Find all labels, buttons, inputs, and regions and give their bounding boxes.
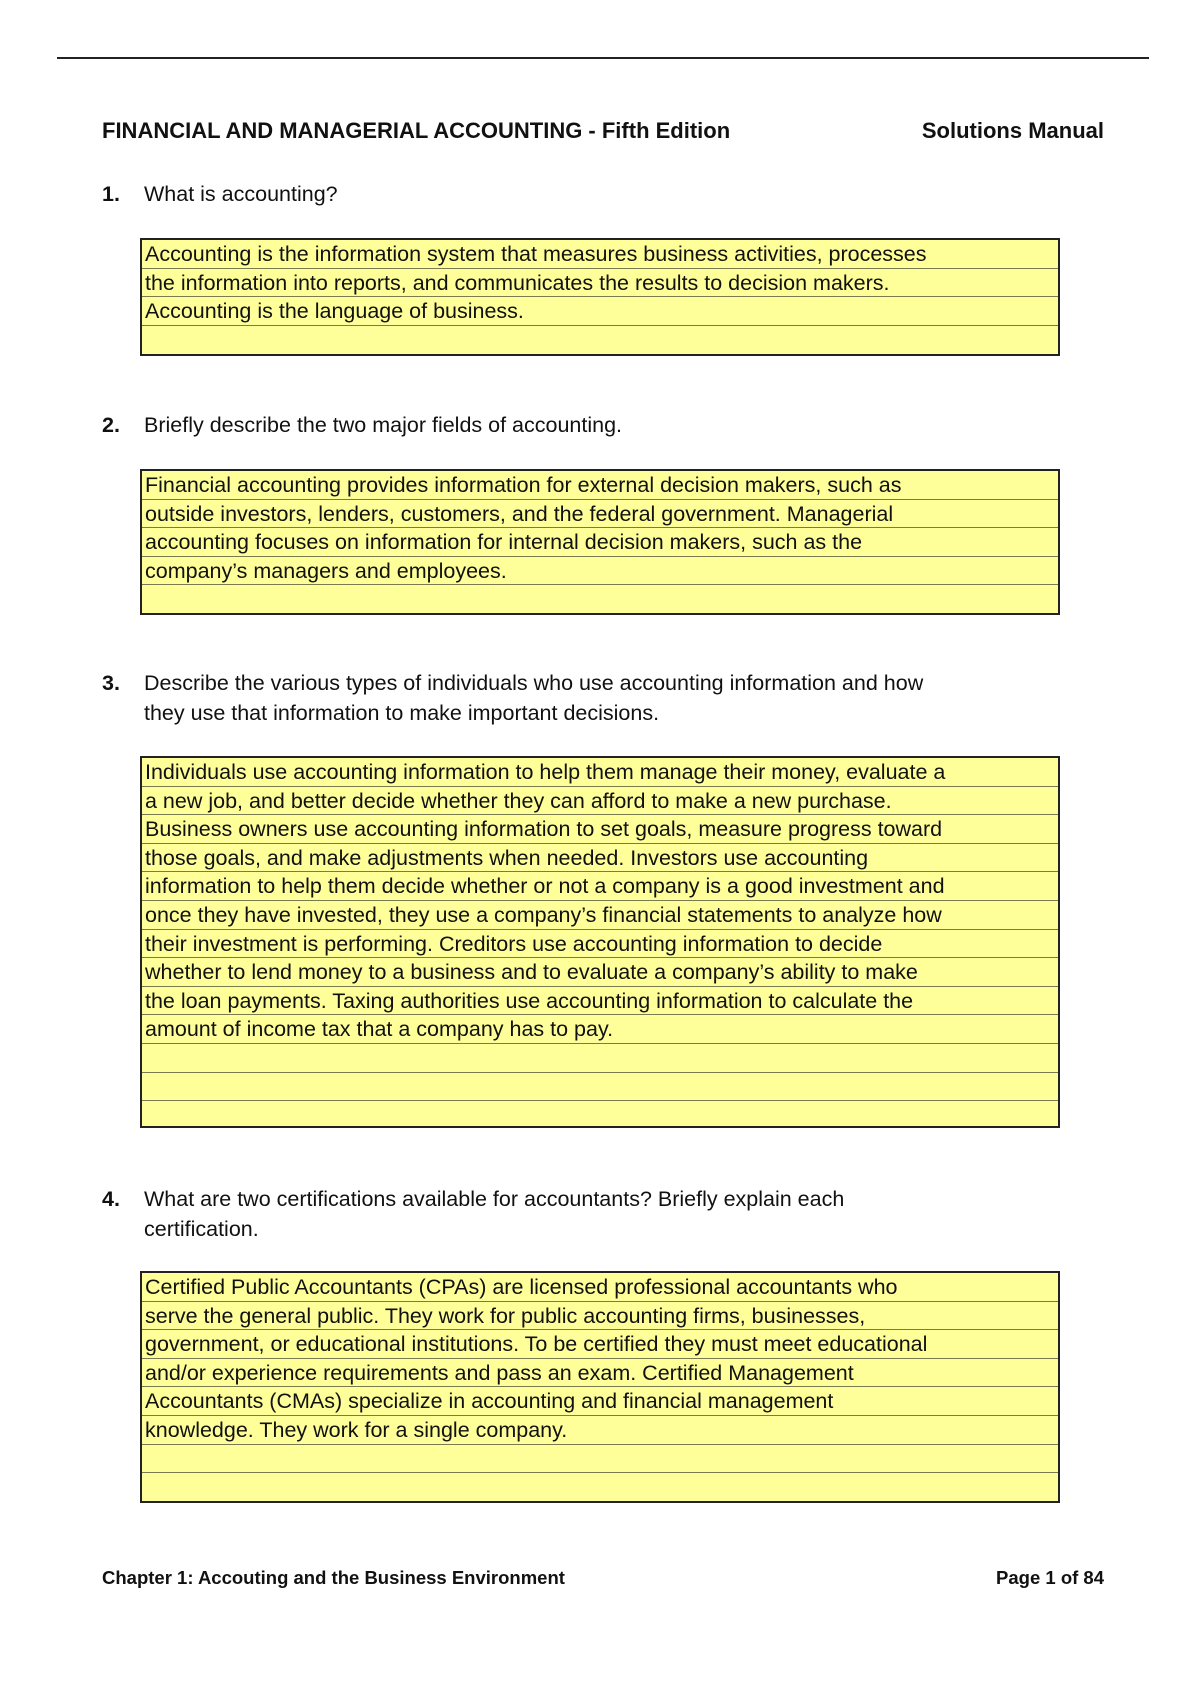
answer-line: accounting focuses on information for internal decision makers, such as the [142,528,1058,557]
answer-line: the loan payments. Taxing authorities use accounting information to calculate the [142,987,1058,1016]
answer-line: their investment is performing. Creditors use accounting information to decide [142,930,1058,959]
chapter-title: Chapter 1: Accouting and the Business Environment [102,1567,565,1588]
answer-line: Business owners use accounting information to set goals, measure progress toward [142,815,1058,844]
page-number: Page 1 of 84 [996,1567,1104,1588]
answer-line [142,1445,1058,1474]
answer-line: knowledge. They work for a single company. [142,1416,1058,1445]
page-footer [102,1567,1104,1593]
answer-line: and/or experience requirements and pass an exam. Certified Management [142,1359,1058,1388]
answer-line: amount of income tax that a company has to pay. [142,1015,1058,1044]
question-number: 2. [102,413,120,437]
answer-line: Accounting is the language of business. [142,297,1058,326]
answer-line: Accounting is the information system that measures business activities, processes [142,240,1058,269]
question-number: 4. [102,1187,120,1211]
answer-line: Financial accounting provides information for external decision makers, such as [142,471,1058,500]
question-number: 3. [102,671,120,695]
answer-line: the information into reports, and communicates the results to decision makers. [142,269,1058,298]
answer-line [142,1044,1058,1073]
answer-line: Certified Public Accountants (CPAs) are licensed professional accountants who [142,1273,1058,1302]
document-title: FINANCIAL AND MANAGERIAL ACCOUNTING - Fifth Edition [102,118,731,143]
page-header [102,118,1104,148]
answer-line: once they have invested, they use a company’s financial statements to analyze how [142,901,1058,930]
answer-line: whether to lend money to a business and to evaluate a company’s ability to make [142,958,1058,987]
answer-line [142,1473,1058,1502]
answer-line: company’s managers and employees. [142,557,1058,586]
question-text: certification. [144,1217,259,1241]
question-text: What is accounting? [144,182,338,206]
answer-line: those goals, and make adjustments when needed. Investors use accounting [142,844,1058,873]
answer-line: government, or educational institutions. To be certified they must meet educational [142,1330,1058,1359]
answer-line: information to help them decide whether or not a company is a good investment and [142,872,1058,901]
question-1 [102,179,1102,209]
answer-box-3 [140,756,1060,1128]
answer-box-2 [140,469,1060,615]
question-2 [102,410,1102,440]
question-number: 1. [102,182,120,206]
question-text: Describe the various types of individuals who use accounting information and how [144,671,924,695]
answer-box-1 [140,238,1060,356]
answer-line [142,585,1058,614]
question-text: What are two certifications available for accountants? Briefly explain each [144,1187,845,1211]
answer-box-4 [140,1271,1060,1503]
question-text: they use that information to make important decisions. [144,701,660,725]
solutions-manual-label: Solutions Manual [921,118,1104,143]
question-4 [102,1184,1102,1244]
answer-line [142,1073,1058,1102]
answer-line: Individuals use accounting information to help them manage their money, evaluate a [142,758,1058,787]
answer-line: Accountants (CMAs) specialize in accounting and financial management [142,1387,1058,1416]
question-3 [102,668,1102,728]
answer-line [142,326,1058,355]
question-text: Briefly describe the two major fields of accounting. [144,413,623,437]
answer-line: a new job, and better decide whether they can afford to make a new purchase. [142,787,1058,816]
top-rule [57,57,1149,59]
answer-line: outside investors, lenders, customers, and the federal government. Managerial [142,500,1058,529]
answer-line: serve the general public. They work for public accounting firms, businesses, [142,1302,1058,1331]
answer-line [142,1101,1058,1130]
